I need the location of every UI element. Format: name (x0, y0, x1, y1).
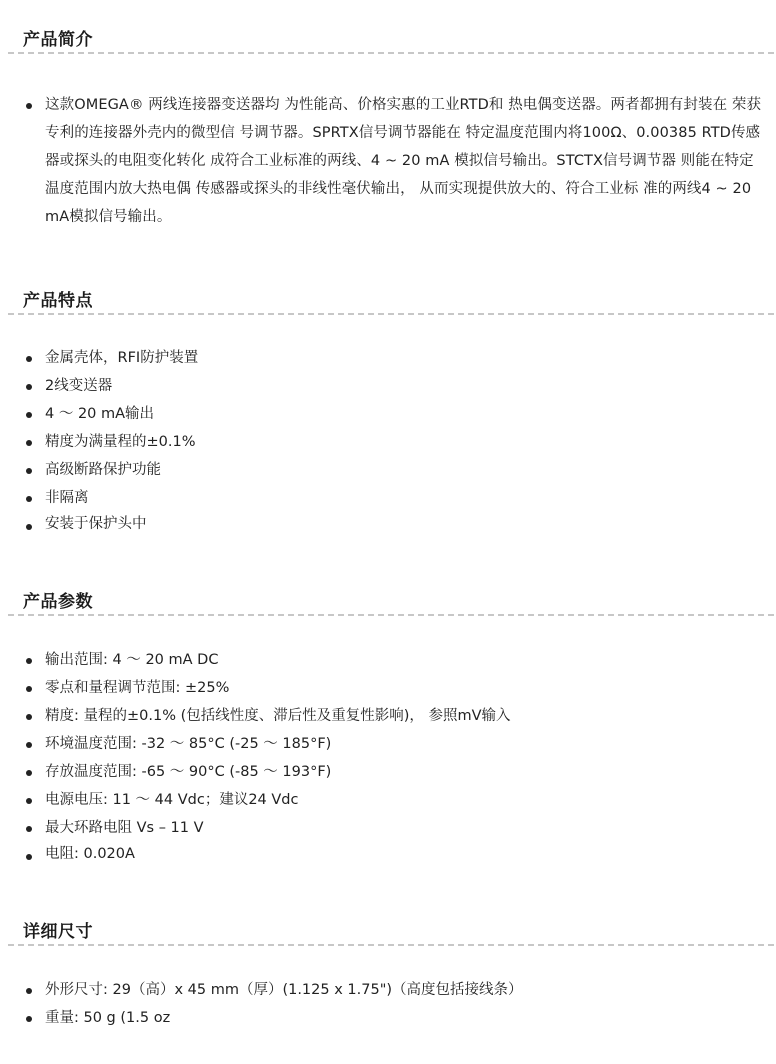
list-item: 输出范围: 4 ～ 20 mA DC (24, 646, 764, 674)
features-list (24, 344, 764, 536)
specs-title: 产品参数 (23, 592, 93, 612)
list-item: 外形尺寸: 29（高）x 45 mm（厚）(1.125 x 1.75")（高度包括接线条） (24, 976, 764, 1004)
list-item: 安装于保护头中 (24, 512, 764, 536)
list-item: 金属壳体，RFI防护装置 (24, 344, 764, 372)
dimensions-section (0, 906, 776, 1026)
features-header (8, 275, 774, 315)
list-item: 精度为满量程的±0.1% (24, 428, 764, 456)
list-item: 电阻: 0.020A (24, 842, 764, 866)
features-section (0, 275, 776, 532)
list-item: 重量: 50 g (1.5 oz (24, 1004, 764, 1032)
intro-text: 这款OMEGA® 两线连接器变送器均 为性能高、价格实惠的工业RTD和 热电偶变送器。两者都拥有封装在 荣获专利的连接器外壳内的微型信 号调节器。SPRTX信号调节器能在 特定温度范围内将100Ω、0.00385 RTD传感器或探头的电阻变化转化 成符合工业标准的两线、4 ~ 20 mA 模拟信号输出。STCTX信号调节器 则能在特定温度范围内放大热电偶 传感器或探头的非线性毫伏输出， 从而实现提供放大的、符合工业标 准的两线4 ~ 20 mA模拟信号输出。 (45, 97, 762, 225)
features-title: 产品特点 (23, 291, 93, 311)
list-item: 高级断路保护功能 (24, 456, 764, 484)
list-item: 环境温度范围: -32 ～ 85°C (-25 ～ 185°F) (24, 730, 764, 758)
list-item: 精度: 量程的±0.1% (包括线性度、滞后性及重复性影响)， 参照mV输入 (24, 702, 764, 730)
list-item: 零点和量程调节范围: ±25% (24, 674, 764, 702)
intro-title: 产品简介 (23, 30, 93, 50)
dimensions-title: 详细尺寸 (23, 922, 93, 942)
specs-list (24, 646, 764, 866)
dimensions-header (8, 906, 774, 946)
list-item: 电源电压: 11 ～ 44 Vdc；建议24 Vdc (24, 786, 764, 814)
list-item: 最大环路电阻 Vs – 11 V (24, 814, 764, 842)
intro-paragraph (24, 91, 764, 231)
intro-section (0, 14, 776, 225)
specs-section (0, 576, 776, 862)
intro-list (24, 91, 764, 231)
list-item: 4 ～ 20 mA输出 (24, 400, 764, 428)
specs-header (8, 576, 774, 616)
intro-header (8, 14, 774, 54)
dimensions-list (24, 976, 764, 1032)
list-item: 非隔离 (24, 484, 764, 512)
list-item: 2线变送器 (24, 372, 764, 400)
list-item: 存放温度范围: -65 ～ 90°C (-85 ～ 193°F) (24, 758, 764, 786)
